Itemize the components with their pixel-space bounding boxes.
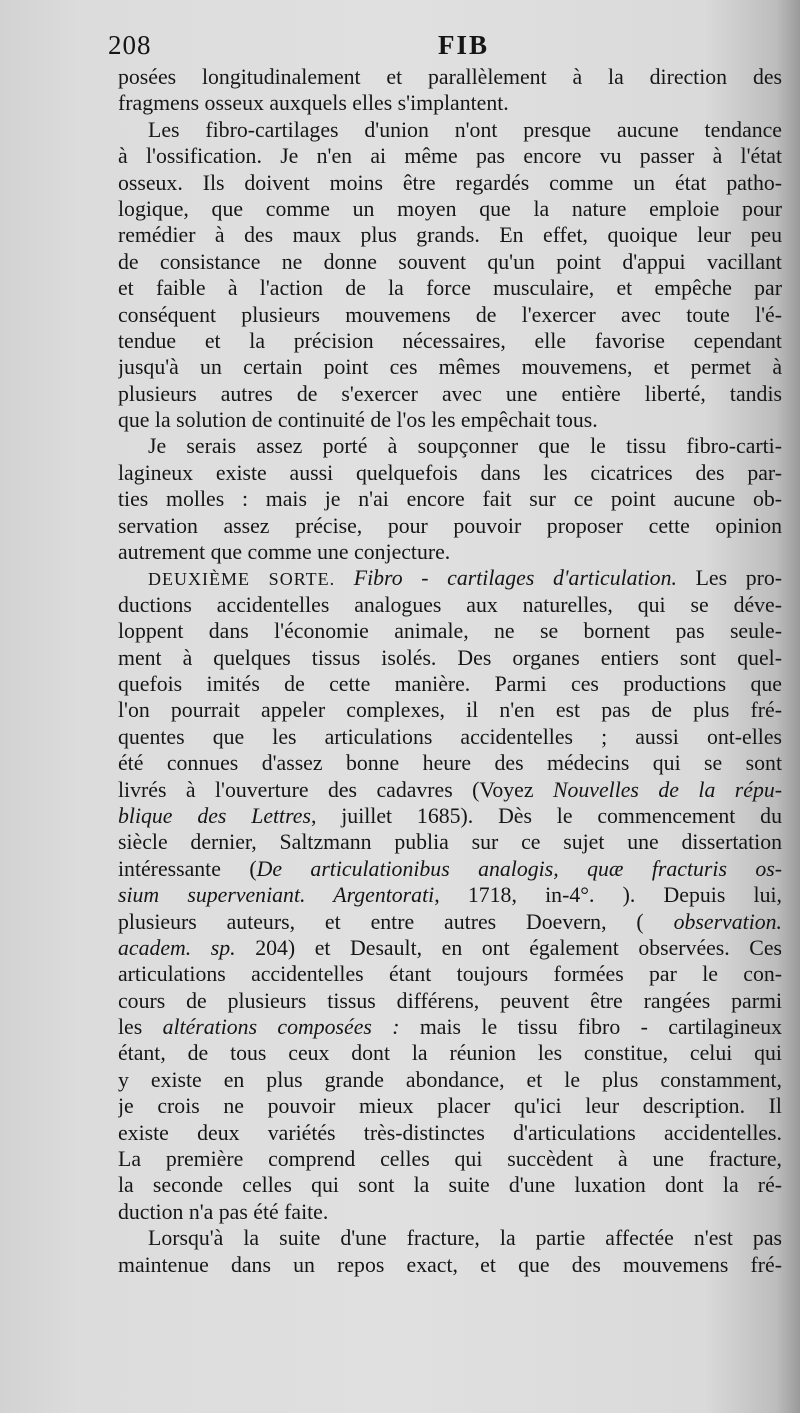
text-line: quentes que les articulations accidentelles ; aussi ont-elles (118, 724, 782, 749)
section-title: Fibro - cartilages d'articulation. (353, 566, 677, 591)
text-line (118, 935, 782, 961)
text-line: tendue et la précision nécessaires, elle favorise cependant (118, 328, 782, 353)
section-heading-line (118, 565, 782, 591)
text-line (118, 909, 782, 935)
page-header (108, 30, 788, 60)
text-fragment: Les pro- (676, 566, 782, 591)
text-fragment: mais le tissu fibro - cartilagineux (399, 1015, 782, 1040)
text-line: conséquent plusieurs mouvemens de l'exercer avec toute l'é- (118, 302, 782, 327)
text-line (118, 882, 782, 908)
citation-italic: academ. sp. (118, 935, 236, 960)
text-line: de consistance ne donne souvent qu'un point d'appui vacillant (118, 249, 782, 274)
text-fragment: , 1718, in-4°. ). Depuis lui, (434, 883, 782, 908)
text-line: plusieurs autres de s'exercer avec une entière liberté, tandis (118, 381, 782, 406)
text-fragment: les (118, 1015, 163, 1040)
text-line: je crois ne pouvoir mieux placer qu'ici leur description. Il (118, 1094, 782, 1119)
paragraph-start-line: Lorsqu'à la suite d'une fracture, la partie affectée n'est pas (148, 1226, 782, 1251)
running-head: FIB (438, 30, 490, 60)
text-line: cours de plusieurs tissus différens, peuvent être rangées parmi (118, 988, 782, 1013)
text-line: la seconde celles qui sont la suite d'une luxation dont la ré- (118, 1173, 782, 1198)
text-line: ductions accidentelles analogues aux naturelles, qui se déve- (118, 592, 782, 617)
text-line: osseux. Ils doivent moins être regardés comme un état patho- (118, 170, 782, 195)
text-fragment: plusieurs auteurs, et entre autres Doevern, ( (118, 909, 674, 934)
text-fragment: , juillet 1685). Dès le commencement du (310, 803, 782, 828)
section-label: DEUXIÈME SORTE. (148, 569, 336, 590)
text-line: ties molles : mais je n'ai encore fait sur ce point aucune ob- (118, 487, 782, 512)
citation-italic: Nouvelles de la répu- (552, 777, 782, 802)
text-line: été connues d'assez bonne heure des médecins qui se sont (118, 751, 782, 776)
citation-italic: observation. (673, 909, 782, 934)
text-line (118, 1014, 782, 1040)
text-line: logique, que comme un moyen que la nature emploie pour (118, 196, 782, 221)
text-line: autrement que comme une conjecture. (118, 540, 451, 565)
text-line: quefois imités de cette manière. Parmi ces productions que (118, 671, 782, 696)
citation-italic: sium superveniant. Argentorati (118, 883, 435, 908)
text-line: existe deux variétés très-distinctes d'articulations accidentelles. (118, 1120, 782, 1145)
text-line: La première comprend celles qui succèdent à une fracture, (118, 1147, 782, 1172)
citation-italic: blique des Lettres (118, 803, 311, 828)
text-line: ment à quelques tissus isolés. Des organes entiers sont quel- (118, 645, 782, 670)
text-fragment: intéressante ( (118, 856, 257, 881)
page-number: 208 (108, 30, 152, 60)
text-line: loppent dans l'économie animale, ne se bornent pas seule- (118, 619, 782, 644)
body-text (118, 64, 782, 1278)
text-line: et faible à l'action de la force musculaire, et empêche par (118, 276, 782, 301)
text-line (118, 803, 782, 829)
text-line: duction n'a pas été faite. (118, 1199, 329, 1224)
text-line: y existe en plus grande abondance, et le plus constamment, (118, 1067, 782, 1092)
text-line: à l'ossification. Je n'en ai même pas encore vu passer à l'état (118, 144, 782, 169)
text-line (118, 856, 782, 882)
text-line: remédier à des maux plus grands. En effet, quoique leur peu (118, 223, 782, 248)
text-line (118, 777, 782, 803)
text-line: lagineux existe aussi quelquefois dans les cicatrices des par- (118, 460, 782, 485)
text-line: l'on pourrait appeler complexes, il n'en est pas de plus fré- (118, 698, 782, 723)
text-line: servation assez précise, pour pouvoir proposer cette opinion (118, 513, 782, 538)
text-line: que la solution de continuité de l'os les empêchait tous. (118, 408, 598, 433)
text-line: maintenue dans un repos exact, et que des mouvemens fré- (118, 1252, 782, 1277)
text-line: étant, de tous ceux dont la réunion les constitue, celui qui (118, 1041, 782, 1066)
text-line: fragmens osseux auxquels elles s'implantent. (118, 91, 509, 116)
paragraph-start-line: Les fibro-cartilages d'union n'ont presque aucune tendance (148, 117, 782, 142)
term-italic: altérations composées : (162, 1015, 400, 1040)
text-fragment: 204) et Desault, en ont également observées. Ces (235, 935, 782, 960)
text-line: jusqu'à un certain point ces mêmes mouvemens, et permet à (118, 355, 782, 380)
text-fragment: livrés à l'ouverture des cadavres (Voyez (118, 777, 553, 802)
text-line: siècle dernier, Saltzmann publia sur ce sujet une dissertation (118, 830, 782, 855)
citation-italic: De articulationibus analogis, quæ fracturis os- (256, 856, 782, 881)
text-line: articulations accidentelles étant toujours formées par le con- (118, 962, 782, 987)
paragraph-start-line: Je serais assez porté à soupçonner que le tissu fibro-carti- (148, 434, 782, 459)
text-line: posées longitudinalement et parallèlement à la direction des (118, 65, 782, 89)
